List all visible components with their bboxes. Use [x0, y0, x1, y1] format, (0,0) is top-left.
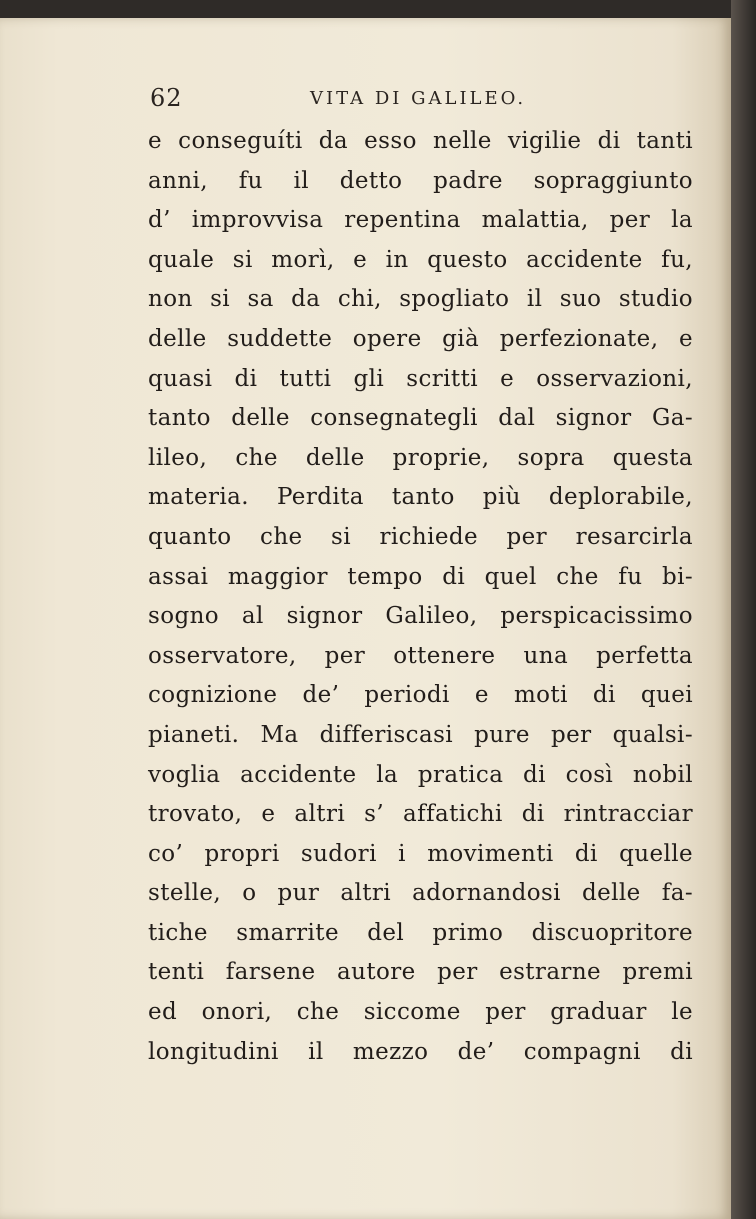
text-line: tanto delle consegnategli dal signor Ga-: [148, 405, 693, 432]
text-line: trovato, e altri s’ affatichi di rintracciar: [148, 801, 693, 828]
text-line: quale si morì, e in questo accidente fu,: [148, 246, 693, 273]
text-line: lileo, che delle proprie, sopra questa: [148, 444, 693, 471]
text-line: materia. Perdita tanto più deplorabile,: [148, 484, 693, 511]
text-line: d’ improvvisa repentina malattia, per la: [148, 207, 693, 234]
text-line: tenti farsene autore per estrarne premi: [148, 959, 693, 986]
text-line: anni, fu il detto padre sopraggiunto: [148, 167, 693, 194]
text-line: longitudini il mezzo de’ compagni di: [148, 1038, 693, 1065]
text-line: sogno al signor Galileo, perspicacissimo: [148, 603, 693, 630]
text-line: osservatore, per ottenere una perfetta: [148, 642, 693, 669]
text-line: quanto che si richiede per resarcirla: [148, 523, 693, 550]
text-line: voglia accidente la pratica di così nobil: [148, 761, 693, 788]
text-line: stelle, o pur altri adornandosi delle fa-: [148, 880, 693, 907]
text-line: quasi di tutti gli scritti e osservazioni,: [148, 365, 693, 392]
body-text: [148, 122, 693, 1072]
text-line: non si sa da chi, spogliato il suo studio: [148, 286, 693, 313]
text-line: tiche smarrite del primo discuopritore: [148, 919, 693, 946]
text-line: pianeti. Ma differiscasi pure per qualsi-: [148, 721, 693, 748]
text-line: co’ propri sudori i movimenti di quelle: [148, 840, 693, 867]
text-line: assai maggior tempo di quel che fu bi-: [148, 563, 693, 590]
book-edge: [731, 0, 756, 1219]
text-line: delle suddette opere già perfezionate, e: [148, 325, 693, 352]
page-number: 62: [150, 84, 183, 112]
page-header: [150, 84, 690, 114]
text-line: ed onori, che siccome per graduar le: [148, 999, 693, 1026]
running-title: VITA DI GALILEO.: [310, 88, 527, 109]
text-line: e conseguíti da esso nelle vigilie di tanti: [148, 128, 693, 154]
text-line: cognizione de’ periodi e moti di quei: [148, 682, 693, 709]
